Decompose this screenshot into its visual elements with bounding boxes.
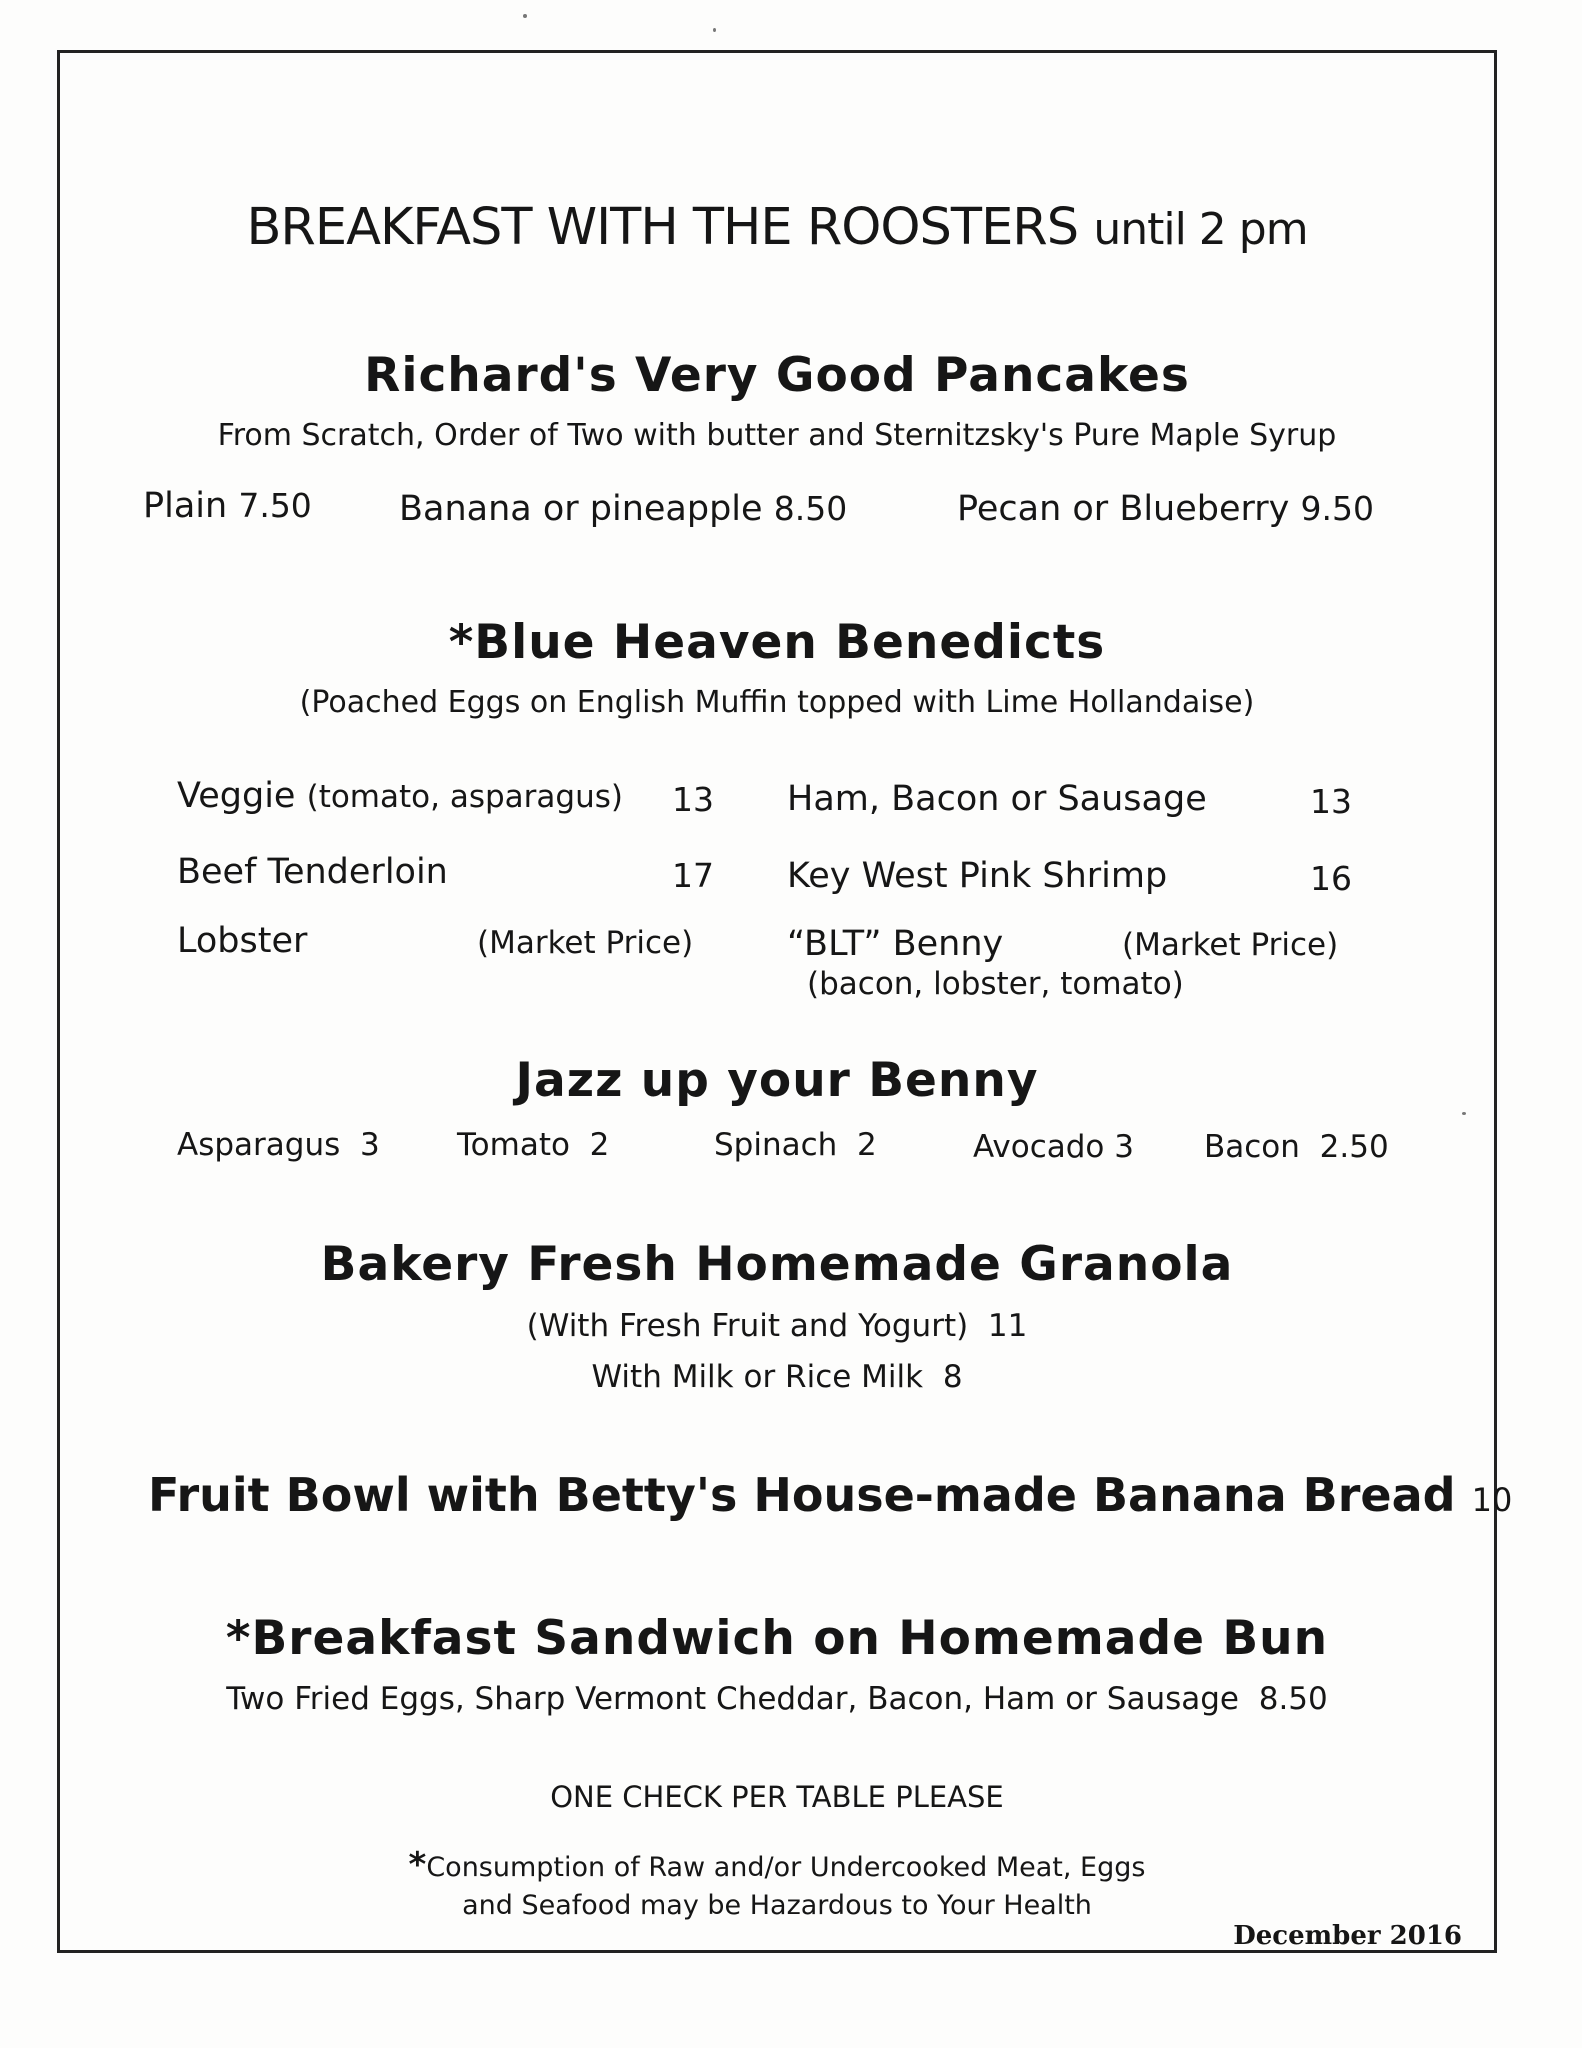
item-price: 10 [1471, 1481, 1513, 1519]
benedict-shrimp-name: Key West Pink Shrimp [787, 856, 1168, 896]
benedict-veggie-price: 13 [672, 780, 714, 819]
benedict-blt-price: (Market Price) [1122, 927, 1339, 963]
warning-asterisk: * [408, 1845, 427, 1885]
item-name: Fruit Bowl with Betty's House-made Banana Bread [148, 1468, 1456, 1522]
health-warning-line1 [60, 1845, 1494, 1885]
benedict-beef-name: Beef Tenderloin [177, 852, 448, 892]
health-warning-line2: and Seafood may be Hazardous to Your Health [462, 1890, 1092, 1921]
jazz-item-avocado [973, 1129, 1134, 1165]
item-price: 3 [359, 1127, 380, 1163]
benedict-blt-note: (bacon, lobster, tomato) [807, 966, 1184, 1002]
item-name: Asparagus [177, 1127, 341, 1163]
pancake-item-banana [399, 489, 847, 529]
warning-text: Consumption of Raw and/or Undercooked Meat, Eggs [426, 1852, 1146, 1883]
benedict-lobster-price: (Market Price) [477, 925, 694, 961]
jazz-item-bacon [1204, 1129, 1389, 1165]
item-price: 9.50 [1300, 489, 1375, 528]
menu-title-main: BREAKFAST WITH THE ROOSTERS [246, 198, 1079, 257]
jazz-item-asparagus [177, 1127, 380, 1163]
item-price: 7.50 [238, 486, 312, 525]
granola-line-milk [60, 1359, 1494, 1395]
item-price: 2 [857, 1127, 877, 1163]
item-name: Bacon [1204, 1129, 1300, 1165]
item-name: Two Fried Eggs, Sharp Vermont Cheddar, Bacon, Ham or Sausage [226, 1681, 1239, 1717]
granola-line-fruit [60, 1308, 1494, 1344]
fruit-bowl-item [148, 1468, 1512, 1522]
item-price: 8 [942, 1359, 963, 1395]
benedict-ham-name: Ham, Bacon or Sausage [787, 779, 1207, 819]
benedict-beef-price: 17 [672, 856, 714, 895]
pancakes-heading: Richard's Very Good Pancakes [364, 348, 1190, 403]
benedict-lobster-name: Lobster [177, 921, 308, 961]
item-name: Avocado [973, 1129, 1105, 1165]
item-name: Plain [143, 486, 228, 526]
item-price: 8.50 [773, 489, 848, 528]
menu-title [60, 198, 1494, 257]
menu-title-hours: until 2 pm [1093, 204, 1308, 255]
pancakes-description: From Scratch, Order of Two with butter and Sternitzsky's Pure Maple Syrup [217, 418, 1337, 453]
item-name: (With Fresh Fruit and Yogurt) [526, 1308, 969, 1344]
item-price: 2 [589, 1127, 610, 1163]
benedict-shrimp-price: 16 [1310, 859, 1352, 898]
item-price: 8.50 [1258, 1681, 1328, 1717]
item-name: Tomato [457, 1127, 570, 1163]
item-name: Spinach [714, 1127, 838, 1163]
benedict-veggie-name [177, 776, 623, 816]
item-price: 2.50 [1319, 1129, 1389, 1165]
jazz-item-tomato [457, 1127, 609, 1163]
menu-border [57, 50, 1513, 1953]
item-price: 11 [987, 1308, 1028, 1344]
menu-date: December 2016 [1233, 1921, 1462, 1951]
pancake-item-plain [143, 486, 312, 526]
jazz-heading: Jazz up your Benny [515, 1053, 1039, 1108]
sandwich-description [60, 1681, 1494, 1717]
item-name: Pecan or Blueberry [957, 489, 1290, 529]
benedict-ham-price: 13 [1310, 782, 1352, 821]
scan-speck [713, 28, 716, 32]
item-name: Banana or pineapple [399, 489, 763, 529]
item-price: 3 [1114, 1129, 1134, 1165]
pancake-item-pecan [957, 489, 1374, 529]
sandwich-heading: *Breakfast Sandwich on Homemade Bun [225, 1611, 1329, 1666]
benedicts-description: (Poached Eggs on English Muffin topped with Lime Hollandaise) [299, 685, 1255, 720]
benedict-blt-name: “BLT” Benny [787, 924, 1004, 964]
item-name: With Milk or Rice Milk [591, 1359, 924, 1395]
scan-speck [523, 14, 527, 18]
granola-heading: Bakery Fresh Homemade Granola [320, 1237, 1234, 1292]
item-name: Veggie [177, 776, 296, 816]
item-note: (tomato, asparagus) [306, 779, 623, 815]
benedicts-heading: *Blue Heaven Benedicts [448, 615, 1106, 670]
check-notice: ONE CHECK PER TABLE PLEASE [550, 1780, 1004, 1814]
jazz-item-spinach [714, 1127, 877, 1163]
